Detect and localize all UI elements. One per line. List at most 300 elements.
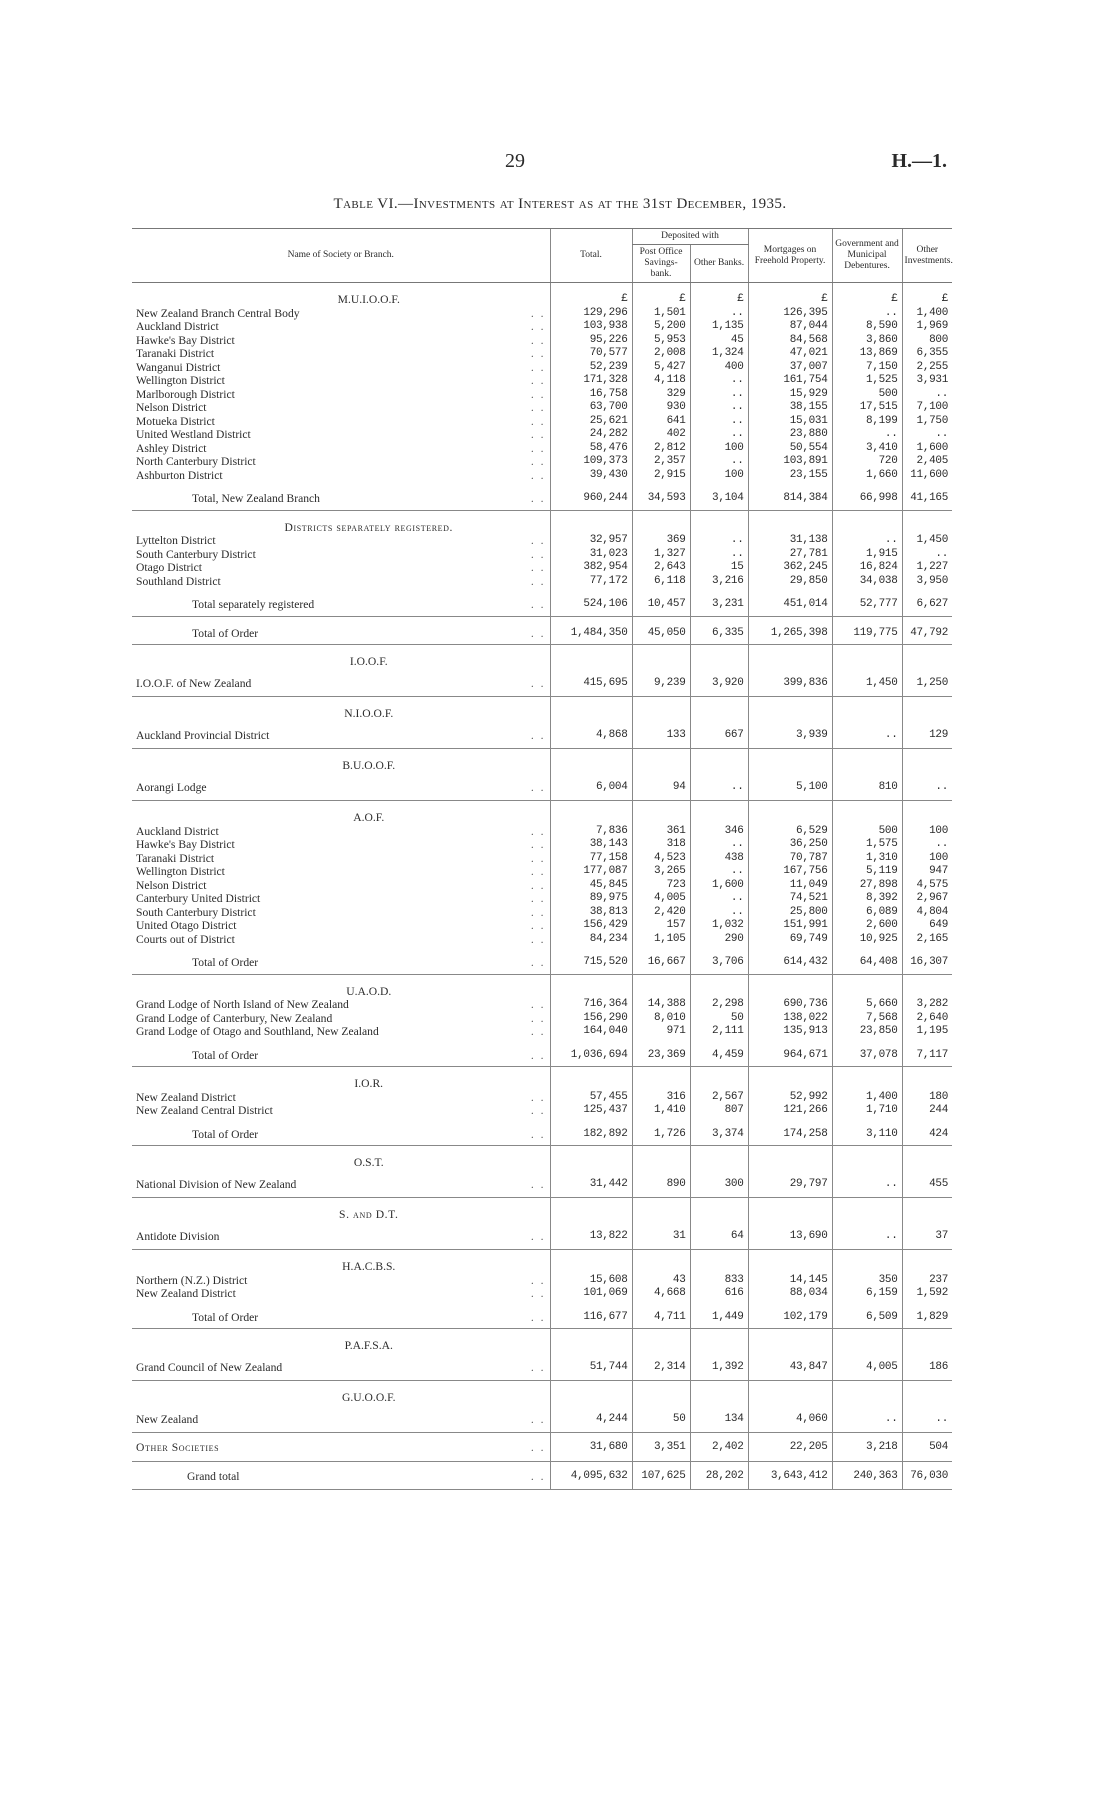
cell-government: 16,824 (832, 561, 902, 575)
cell-other-banks: .. (690, 865, 748, 879)
blank-cell (902, 1381, 952, 1405)
cell-government: 23,850 (832, 1025, 902, 1039)
table-row (132, 773, 952, 801)
cell-post-office: 318 (632, 838, 690, 852)
table-row (132, 1274, 952, 1288)
cell-mortgages: 103,891 (748, 455, 832, 469)
cell-other-banks: 3,706 (690, 946, 748, 974)
row-name: National Division of New Zealand (132, 1170, 514, 1198)
cell-government: 2,600 (832, 919, 902, 933)
cell-other-banks: 15 (690, 561, 748, 575)
blank-cell (832, 697, 902, 721)
row-name: Motueka District (136, 414, 215, 428)
row-name: Auckland District (136, 824, 219, 838)
cell-other-investments: 6,627 (902, 588, 952, 616)
blank-cell (550, 1146, 632, 1170)
cell-other-investments: 244 (902, 1104, 952, 1118)
cell-other-investments: 129 (902, 721, 952, 749)
cell-other-investments: 1,600 (902, 442, 952, 456)
blank-cell (902, 974, 952, 998)
blank-cell (748, 974, 832, 998)
cell-mortgages: 814,384 (748, 482, 832, 510)
cell-post-office: 45,050 (632, 616, 690, 645)
blank-cell (902, 1067, 952, 1091)
cell-total: 164,040 (550, 1025, 632, 1039)
section-heading: O.S.T. (353, 1156, 384, 1169)
cell-other-banks: 290 (690, 933, 748, 947)
cell-other-investments: 1,227 (902, 561, 952, 575)
blank-cell (832, 510, 902, 534)
cell-post-office: 930 (632, 401, 690, 415)
leader-dots: . . (514, 721, 550, 749)
section-heading: I.O.R. (354, 1077, 384, 1090)
leader-dots: . . (514, 1301, 550, 1329)
blank-cell (632, 749, 690, 773)
cell-other-banks: 1,324 (690, 347, 748, 361)
cell-other-banks: 134 (690, 1405, 748, 1433)
row-name: Marlborough District (136, 387, 235, 401)
row-name: New Zealand (132, 1405, 514, 1433)
cell-government: 1,400 (832, 1091, 902, 1105)
cell-post-office: 4,711 (632, 1301, 690, 1329)
cell-other-investments: 3,931 (902, 374, 952, 388)
cell-government: 119,775 (832, 616, 902, 645)
section-heading: P.A.F.S.A. (344, 1339, 393, 1352)
cell-post-office: 2,008 (632, 347, 690, 361)
cell-total: 524,106 (550, 588, 632, 616)
cell-other-banks: .. (690, 428, 748, 442)
cell-other-investments: 186 (902, 1353, 952, 1381)
cell-government: 3,218 (832, 1433, 902, 1462)
cell-other-investments: 1,400 (902, 307, 952, 321)
leader-dots: . . (530, 374, 546, 387)
row-name: Taranaki District (136, 347, 215, 360)
table-row (132, 442, 952, 456)
leader-dots: . . (514, 482, 550, 510)
cell-other-banks: 2,111 (690, 1025, 748, 1039)
table-row (132, 919, 952, 933)
cell-other-banks: 616 (690, 1287, 748, 1301)
leader-dots: . . (514, 588, 550, 616)
cell-government: 7,568 (832, 1012, 902, 1026)
cell-other-investments: 1,450 (902, 534, 952, 548)
cell-other-banks: 100 (690, 469, 748, 483)
cell-other-investments: 76,030 (902, 1461, 952, 1490)
total-row (132, 1301, 952, 1329)
cell-total: 58,476 (550, 442, 632, 456)
leader-dots: . . (514, 1039, 550, 1067)
cell-post-office: 316 (632, 1091, 690, 1105)
blank-cell (690, 1250, 748, 1274)
cell-other-banks: 6,335 (690, 616, 748, 645)
leader-dots: . . (530, 1104, 546, 1117)
header-deposited-with: Deposited with (632, 229, 748, 245)
investments-table (132, 228, 952, 1490)
table-row (132, 575, 952, 589)
cell-other-investments: 4,575 (902, 879, 952, 893)
blank-cell (690, 1198, 748, 1222)
cell-government: .. (832, 1222, 902, 1250)
cell-total: 95,226 (550, 334, 632, 348)
cell-post-office: 361 (632, 825, 690, 839)
cell-total: 4,868 (550, 721, 632, 749)
cell-other-banks: 3,104 (690, 482, 748, 510)
cell-government: 500 (832, 388, 902, 402)
cell-other-investments: 2,405 (902, 455, 952, 469)
cell-mortgages: 70,787 (748, 852, 832, 866)
cell-other-banks: .. (690, 307, 748, 321)
blank-cell (632, 1146, 690, 1170)
blank-cell (690, 510, 748, 534)
cell-post-office: 4,523 (632, 852, 690, 866)
cell-other-banks: 64 (690, 1222, 748, 1250)
cell-other-banks: 400 (690, 361, 748, 375)
blank-cell (902, 645, 952, 669)
leader-dots: . . (514, 1433, 550, 1462)
currency-symbol: £ (550, 283, 632, 307)
blank-cell (550, 1250, 632, 1274)
header-total: Total. (550, 229, 632, 283)
leader-dots: . . (514, 1170, 550, 1198)
table-row (132, 320, 952, 334)
cell-other-banks: 807 (690, 1104, 748, 1118)
table-row (132, 892, 952, 906)
cell-post-office: 16,667 (632, 946, 690, 974)
table-row (132, 415, 952, 429)
leader-dots: . . (530, 1011, 546, 1025)
row-name: Otago District (136, 561, 203, 574)
section-heading: I.O.O.F. (349, 655, 388, 668)
cell-mortgages: 25,800 (748, 906, 832, 920)
header-mortgages: Mortgages on Freehold Property. (748, 229, 832, 283)
cell-other-banks: 100 (690, 442, 748, 456)
section-heading: M.U.I.O.O.F. (337, 293, 400, 306)
row-name: Ashburton District (136, 468, 223, 482)
cell-government: .. (832, 1405, 902, 1433)
leader-dots: . . (514, 946, 550, 974)
cell-post-office: 9,239 (632, 669, 690, 697)
cell-other-investments: .. (902, 838, 952, 852)
total-row (132, 1118, 952, 1146)
cell-government: 1,525 (832, 374, 902, 388)
cell-mortgages: 362,245 (748, 561, 832, 575)
section-heading-row (132, 1381, 952, 1405)
cell-total: 89,975 (550, 892, 632, 906)
cell-government: 1,915 (832, 548, 902, 562)
row-name: Taranaki District (136, 851, 215, 865)
cell-total: 101,069 (550, 1287, 632, 1301)
cell-other-banks: 2,567 (690, 1091, 748, 1105)
blank-cell (748, 1250, 832, 1274)
cell-government: 27,898 (832, 879, 902, 893)
cell-mortgages: 6,529 (748, 825, 832, 839)
cell-government: 13,869 (832, 347, 902, 361)
table-row (132, 334, 952, 348)
cell-other-investments: 100 (902, 852, 952, 866)
cell-total: 415,695 (550, 669, 632, 697)
cell-other-investments: 947 (902, 865, 952, 879)
blank-cell (902, 1146, 952, 1170)
section-heading-row (132, 1198, 952, 1222)
section-heading: N.I.O.O.F. (344, 707, 394, 720)
leader-dots: . . (514, 616, 550, 645)
section-heading: A.O.F. (353, 811, 385, 824)
cell-other-investments: 3,282 (902, 998, 952, 1012)
row-name: Total of Order (132, 1118, 514, 1146)
cell-mortgages: 50,554 (748, 442, 832, 456)
cell-government: 350 (832, 1274, 902, 1288)
cell-other-investments: 2,255 (902, 361, 952, 375)
cell-government: .. (832, 534, 902, 548)
leader-dots: . . (530, 574, 546, 588)
table-row (132, 1170, 952, 1198)
blank-cell (690, 697, 748, 721)
leader-dots: . . (530, 428, 546, 441)
cell-total: 84,234 (550, 933, 632, 947)
blank-cell (748, 801, 832, 825)
cell-mortgages: 15,031 (748, 415, 832, 429)
cell-other-banks: .. (690, 773, 748, 801)
cell-government: 3,110 (832, 1118, 902, 1146)
cell-post-office: 2,420 (632, 906, 690, 920)
cell-post-office: 10,457 (632, 588, 690, 616)
cell-other-investments: 2,640 (902, 1012, 952, 1026)
leader-dots: . . (530, 1025, 546, 1038)
cell-post-office: 641 (632, 415, 690, 429)
cell-other-banks: 1,135 (690, 320, 748, 334)
blank-cell (832, 749, 902, 773)
cell-other-banks: 667 (690, 721, 748, 749)
blank-cell (632, 1329, 690, 1353)
leader-dots: . . (530, 347, 546, 360)
row-name: Grand total (132, 1461, 514, 1490)
leader-dots: . . (514, 1118, 550, 1146)
cell-other-banks: .. (690, 415, 748, 429)
cell-mortgages: 451,014 (748, 588, 832, 616)
total-row (132, 616, 952, 645)
section-heading-row (132, 974, 952, 998)
cell-total: 24,282 (550, 428, 632, 442)
table-header (132, 229, 952, 283)
cell-mortgages: 964,671 (748, 1039, 832, 1067)
cell-mortgages: 161,754 (748, 374, 832, 388)
row-name: Auckland District (136, 320, 219, 333)
cell-mortgages: 15,929 (748, 388, 832, 402)
blank-cell (748, 697, 832, 721)
cell-mortgages: 29,850 (748, 575, 832, 589)
header-post-office: Post Office Savings-bank. (632, 245, 690, 283)
row-name: Wanganui District (136, 360, 221, 374)
row-name: Wellington District (136, 865, 225, 878)
leader-dots: . . (514, 1353, 550, 1381)
cell-other-banks: 2,402 (690, 1433, 748, 1462)
row-name: Grand Council of New Zealand (132, 1353, 514, 1381)
currency-symbol: £ (902, 283, 952, 307)
cell-mortgages: 27,781 (748, 548, 832, 562)
row-name: Auckland Provincial District (132, 721, 514, 749)
cell-post-office: 8,010 (632, 1012, 690, 1026)
cell-other-banks: .. (690, 374, 748, 388)
blank-cell (832, 801, 902, 825)
cell-other-banks: .. (690, 401, 748, 415)
cell-post-office: 5,200 (632, 320, 690, 334)
cell-mortgages: 87,044 (748, 320, 832, 334)
cell-mortgages: 121,266 (748, 1104, 832, 1118)
cell-post-office: 107,625 (632, 1461, 690, 1490)
header-other-investments: Other Investments. (902, 229, 952, 283)
table-row (132, 1091, 952, 1105)
cell-other-banks: 438 (690, 852, 748, 866)
cell-mortgages: 135,913 (748, 1025, 832, 1039)
cell-post-office: 4,118 (632, 374, 690, 388)
row-name: Ashley District (136, 441, 207, 455)
cell-total: 32,957 (550, 534, 632, 548)
blank-cell (632, 1198, 690, 1222)
cell-other-investments: 100 (902, 825, 952, 839)
table-title: Table VI.—Investments at Interest as at the 31st December, 1935. (333, 196, 787, 212)
cell-government: 1,575 (832, 838, 902, 852)
blank-cell (632, 1250, 690, 1274)
cell-mortgages: 13,690 (748, 1222, 832, 1250)
blank-cell (902, 801, 952, 825)
cell-government: 3,860 (832, 334, 902, 348)
cell-post-office: 5,953 (632, 334, 690, 348)
blank-cell (832, 974, 902, 998)
blank-cell (550, 974, 632, 998)
cell-total: 38,143 (550, 838, 632, 852)
cell-total: 39,430 (550, 469, 632, 483)
table-row (132, 548, 952, 562)
cell-post-office: 1,726 (632, 1118, 690, 1146)
table-row (132, 1012, 952, 1026)
cell-mortgages: 88,034 (748, 1287, 832, 1301)
leader-dots: . . (530, 547, 546, 561)
row-name: North Canterbury District (136, 455, 256, 468)
row-name: Nelson District (136, 878, 207, 892)
cell-other-banks: 1,032 (690, 919, 748, 933)
cell-government: 6,509 (832, 1301, 902, 1329)
total-row (132, 588, 952, 616)
table-row (132, 401, 952, 415)
cell-other-banks: 1,392 (690, 1353, 748, 1381)
currency-symbol: £ (632, 283, 690, 307)
blank-cell (550, 1067, 632, 1091)
leader-dots: . . (530, 824, 546, 838)
cell-mortgages: 47,021 (748, 347, 832, 361)
cell-government: 1,450 (832, 669, 902, 697)
cell-post-office: 1,105 (632, 933, 690, 947)
cell-government: 64,408 (832, 946, 902, 974)
leader-dots: . . (530, 387, 546, 401)
table-row (132, 879, 952, 893)
cell-total: 109,373 (550, 455, 632, 469)
blank-cell (690, 801, 748, 825)
total-row (132, 482, 952, 510)
cell-other-banks: 833 (690, 1274, 748, 1288)
cell-total: 57,455 (550, 1091, 632, 1105)
table-row (132, 1287, 952, 1301)
cell-mortgages: 102,179 (748, 1301, 832, 1329)
section-heading-row (132, 749, 952, 773)
table-row (132, 361, 952, 375)
blank-cell (832, 1067, 902, 1091)
blank-cell (832, 1146, 902, 1170)
cell-government: 3,410 (832, 442, 902, 456)
cell-other-investments: 504 (902, 1433, 952, 1462)
cell-other-investments: .. (902, 548, 952, 562)
cell-other-banks: 346 (690, 825, 748, 839)
cell-mortgages: 69,749 (748, 933, 832, 947)
leader-dots: . . (530, 851, 546, 865)
blank-cell (748, 749, 832, 773)
table-row (132, 455, 952, 469)
row-name: Wellington District (136, 374, 225, 387)
leader-dots: . . (530, 1090, 546, 1104)
cell-total: 177,087 (550, 865, 632, 879)
blank-cell (902, 1198, 952, 1222)
row-name: I.O.O.F. of New Zealand (132, 669, 514, 697)
cell-other-banks: 3,216 (690, 575, 748, 589)
cell-other-investments: 47,792 (902, 616, 952, 645)
table-row (132, 1025, 952, 1039)
cell-other-investments: 7,100 (902, 401, 952, 415)
table-row (132, 933, 952, 947)
row-name: Total of Order (132, 1039, 514, 1067)
cell-total: 15,608 (550, 1274, 632, 1288)
blank-cell (550, 801, 632, 825)
cell-other-investments: .. (902, 388, 952, 402)
cell-total: 103,938 (550, 320, 632, 334)
section-heading-row (132, 1250, 952, 1274)
cell-other-investments: 1,750 (902, 415, 952, 429)
cell-total: 1,484,350 (550, 616, 632, 645)
cell-post-office: 3,351 (632, 1433, 690, 1462)
cell-mortgages: 29,797 (748, 1170, 832, 1198)
cell-other-banks: 4,459 (690, 1039, 748, 1067)
cell-other-banks: 1,600 (690, 879, 748, 893)
section-heading-row (132, 697, 952, 721)
cell-total: 31,023 (550, 548, 632, 562)
blank-cell (832, 1198, 902, 1222)
cell-post-office: 4,668 (632, 1287, 690, 1301)
leader-dots: . . (530, 865, 546, 878)
table-row (132, 865, 952, 879)
cell-mortgages: 614,432 (748, 946, 832, 974)
cell-total: 7,836 (550, 825, 632, 839)
cell-other-banks: .. (690, 906, 748, 920)
leader-dots: . . (530, 905, 546, 919)
cell-post-office: 2,357 (632, 455, 690, 469)
cell-government: 6,159 (832, 1287, 902, 1301)
cell-other-investments: 37 (902, 1222, 952, 1250)
cell-other-banks: 1,449 (690, 1301, 748, 1329)
cell-other-investments: 1,829 (902, 1301, 952, 1329)
cell-government: 5,119 (832, 865, 902, 879)
cell-post-office: 133 (632, 721, 690, 749)
leader-dots: . . (514, 773, 550, 801)
cell-mortgages: 399,836 (748, 669, 832, 697)
blank-cell (690, 749, 748, 773)
row-name: Total of Order (132, 946, 514, 974)
blank-cell (832, 1250, 902, 1274)
leader-dots: . . (514, 669, 550, 697)
leader-dots: . . (530, 561, 546, 574)
leader-dots: . . (530, 534, 546, 547)
cell-other-investments: .. (902, 428, 952, 442)
cell-government: 240,363 (832, 1461, 902, 1490)
blank-cell (632, 1067, 690, 1091)
cell-post-office: 3,265 (632, 865, 690, 879)
